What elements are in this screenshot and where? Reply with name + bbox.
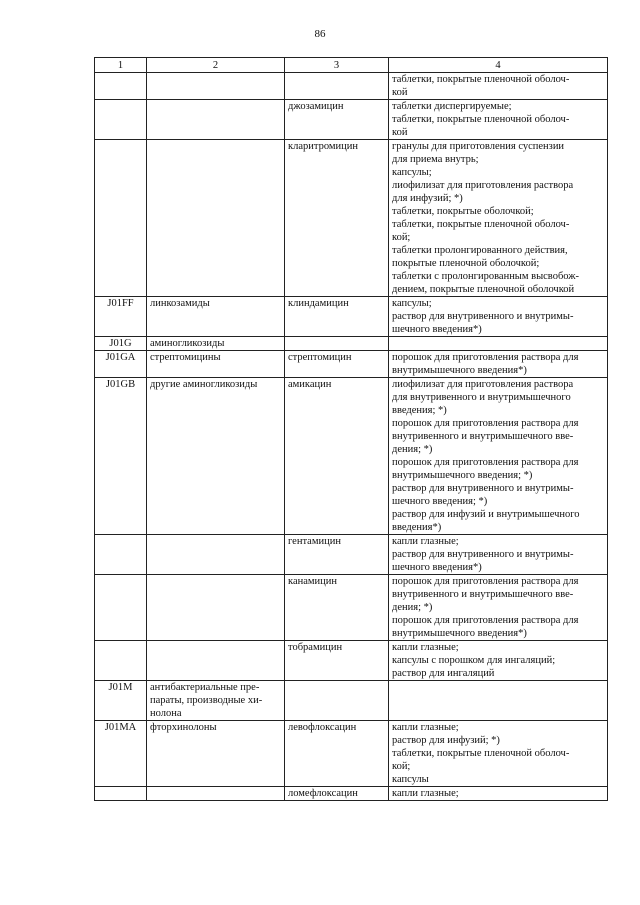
- dosage-form-line: лиофилизат для приготовления раствора: [392, 379, 574, 390]
- dosage-form-line: кой: [392, 127, 408, 138]
- dosage-form-line: кой;: [392, 232, 411, 243]
- header-col-3: 3: [285, 58, 389, 73]
- group-name-line: линкозамиды: [150, 298, 210, 309]
- table-row: [95, 575, 608, 641]
- dosage-form-line: капли глазные;: [392, 788, 459, 799]
- dosage-form-line: таблетки, покрытые пленочной оболоч-: [392, 748, 570, 759]
- dosage-form-line: для внутривенного и внутримышечного: [392, 392, 571, 403]
- dosage-form-line: капсулы;: [392, 167, 432, 178]
- dosage-form-line: порошок для приготовления раствора для: [392, 457, 579, 468]
- dosage-form-line: дения; *): [392, 602, 433, 613]
- dosage-form-line: порошок для приготовления раствора для: [392, 352, 579, 363]
- dosage-form-line: таблетки пролонгированного действия,: [392, 245, 568, 256]
- header-col-2: 2: [147, 58, 285, 73]
- dosage-form-line: внутривенного и внутримышечного вве-: [392, 589, 574, 600]
- drug-name-cell: джозамицин: [285, 100, 389, 140]
- dosage-form-line: дения; *): [392, 444, 433, 455]
- dosage-form-line: введения*): [392, 522, 442, 533]
- dosage-form-line: порошок для приготовления раствора для: [392, 615, 579, 626]
- table-row: [95, 351, 608, 378]
- dosage-form-line: шечного введения*): [392, 562, 482, 573]
- drug-name-cell: [285, 73, 389, 100]
- atc-code-cell: [95, 100, 147, 140]
- dosage-form-line: лиофилизат для приготовления раствора: [392, 180, 574, 191]
- dosage-forms-cell: [389, 297, 608, 337]
- group-name-cell: [147, 140, 285, 297]
- dosage-forms-cell: [389, 351, 608, 378]
- dosage-form-line: гранулы для приготовления суспензии: [392, 141, 565, 152]
- dosage-form-line: покрытые пленочной оболочкой;: [392, 258, 540, 269]
- group-name-cell: [147, 100, 285, 140]
- drug-name-cell: гентамицин: [285, 535, 389, 575]
- dosage-forms-cell: [389, 681, 608, 721]
- dosage-form-line: шечного введения; *): [392, 496, 488, 507]
- group-name-line: параты, производные хи-: [150, 695, 263, 706]
- group-name-line: другие аминогликозиды: [150, 379, 258, 390]
- atc-code-cell: [95, 575, 147, 641]
- group-name-cell: [147, 378, 285, 535]
- table-row: [95, 73, 608, 100]
- dosage-forms-cell: [389, 100, 608, 140]
- table-row: [95, 337, 608, 351]
- dosage-form-line: таблетки, покрытые пленочной оболоч-: [392, 219, 570, 230]
- dosage-form-line: раствор для ингаляций: [392, 668, 495, 679]
- drug-name-cell: амикацин: [285, 378, 389, 535]
- dosage-forms-cell: [389, 378, 608, 535]
- group-name-cell: [147, 641, 285, 681]
- atc-code-cell: [95, 73, 147, 100]
- dosage-form-line: дением, покрытые пленочной оболочкой: [392, 284, 575, 295]
- dosage-forms-cell: [389, 140, 608, 297]
- dosage-form-line: таблетки диспергируемые;: [392, 101, 512, 112]
- drug-name-cell: левофлоксацин: [285, 721, 389, 787]
- atc-code-cell: J01GB: [95, 378, 147, 535]
- table-row: [95, 721, 608, 787]
- table-header-row: [95, 58, 608, 73]
- dosage-forms-cell: [389, 575, 608, 641]
- group-name-cell: [147, 681, 285, 721]
- dosage-forms-cell: [389, 337, 608, 351]
- dosage-form-line: внутримышечного введения*): [392, 628, 527, 639]
- atc-code-cell: J01M: [95, 681, 147, 721]
- group-name-line: фторхинолоны: [150, 722, 217, 733]
- group-name-cell: [147, 297, 285, 337]
- group-name-cell: [147, 787, 285, 801]
- dosage-forms-cell: [389, 73, 608, 100]
- group-name-cell: [147, 73, 285, 100]
- dosage-form-line: таблетки, покрытые оболочкой;: [392, 206, 534, 217]
- dosage-form-line: кой: [392, 87, 408, 98]
- table-row: [95, 535, 608, 575]
- dosage-forms-cell: [389, 787, 608, 801]
- dosage-form-line: для инфузий; *): [392, 193, 463, 204]
- group-name-cell: [147, 721, 285, 787]
- table-row: [95, 140, 608, 297]
- drug-list-table: [94, 57, 608, 801]
- drug-name-cell: кларитромицин: [285, 140, 389, 297]
- drug-name-cell: клиндамицин: [285, 297, 389, 337]
- group-name-cell: [147, 351, 285, 378]
- header-col-4: 4: [389, 58, 608, 73]
- group-name-cell: [147, 575, 285, 641]
- group-name-cell: [147, 337, 285, 351]
- table-row: [95, 297, 608, 337]
- group-name-cell: [147, 535, 285, 575]
- atc-code-cell: J01GA: [95, 351, 147, 378]
- dosage-form-line: раствор для инфузий и внутримышечного: [392, 509, 580, 520]
- group-name-line: аминогликозиды: [150, 338, 225, 349]
- table-body: [95, 73, 608, 801]
- atc-code-cell: [95, 787, 147, 801]
- dosage-form-line: для приема внутрь;: [392, 154, 479, 165]
- table-row: [95, 681, 608, 721]
- drug-name-cell: стрептомицин: [285, 351, 389, 378]
- atc-code-cell: [95, 535, 147, 575]
- dosage-form-line: шечного введения*): [392, 324, 482, 335]
- dosage-form-line: порошок для приготовления раствора для: [392, 576, 579, 587]
- dosage-form-line: таблетки, покрытые пленочной оболоч-: [392, 114, 570, 125]
- dosage-form-line: капли глазные;: [392, 642, 459, 653]
- dosage-form-line: капсулы;: [392, 298, 432, 309]
- header-col-1: 1: [95, 58, 147, 73]
- dosage-forms-cell: [389, 535, 608, 575]
- dosage-form-line: капсулы с порошком для ингаляций;: [392, 655, 556, 666]
- atc-code-cell: J01FF: [95, 297, 147, 337]
- dosage-form-line: внутривенного и внутримышечного вве-: [392, 431, 574, 442]
- table-row: [95, 641, 608, 681]
- table-row: [95, 100, 608, 140]
- dosage-form-line: кой;: [392, 761, 411, 772]
- dosage-form-line: введения; *): [392, 405, 447, 416]
- dosage-form-line: таблетки, покрытые пленочной оболоч-: [392, 74, 570, 85]
- dosage-form-line: внутримышечного введения; *): [392, 470, 533, 481]
- atc-code-cell: J01G: [95, 337, 147, 351]
- atc-code-cell: J01MA: [95, 721, 147, 787]
- group-name-line: нолона: [150, 708, 182, 719]
- page-number: 86: [314, 28, 326, 40]
- dosage-form-line: таблетки с пролонгированным высвобож-: [392, 271, 580, 282]
- drug-name-cell: [285, 681, 389, 721]
- dosage-form-line: капли глазные;: [392, 536, 459, 547]
- drug-name-cell: канамицин: [285, 575, 389, 641]
- atc-code-cell: [95, 140, 147, 297]
- atc-code-cell: [95, 641, 147, 681]
- dosage-form-line: капли глазные;: [392, 722, 459, 733]
- group-name-line: стрептомицины: [150, 352, 221, 363]
- dosage-forms-cell: [389, 641, 608, 681]
- dosage-form-line: внутримышечного введения*): [392, 365, 527, 376]
- dosage-form-line: раствор для внутривенного и внутримы-: [392, 483, 574, 494]
- drug-name-cell: ломефлоксацин: [285, 787, 389, 801]
- dosage-form-line: раствор для внутривенного и внутримы-: [392, 311, 574, 322]
- table-row: [95, 378, 608, 535]
- drug-name-cell: [285, 337, 389, 351]
- dosage-form-line: раствор для внутривенного и внутримы-: [392, 549, 574, 560]
- drug-name-cell: тобрамицин: [285, 641, 389, 681]
- table-row: [95, 787, 608, 801]
- dosage-form-line: капсулы: [392, 774, 429, 785]
- dosage-form-line: порошок для приготовления раствора для: [392, 418, 579, 429]
- group-name-line: антибактериальные пре-: [150, 682, 260, 693]
- dosage-form-line: раствор для инфузий; *): [392, 735, 500, 746]
- dosage-forms-cell: [389, 721, 608, 787]
